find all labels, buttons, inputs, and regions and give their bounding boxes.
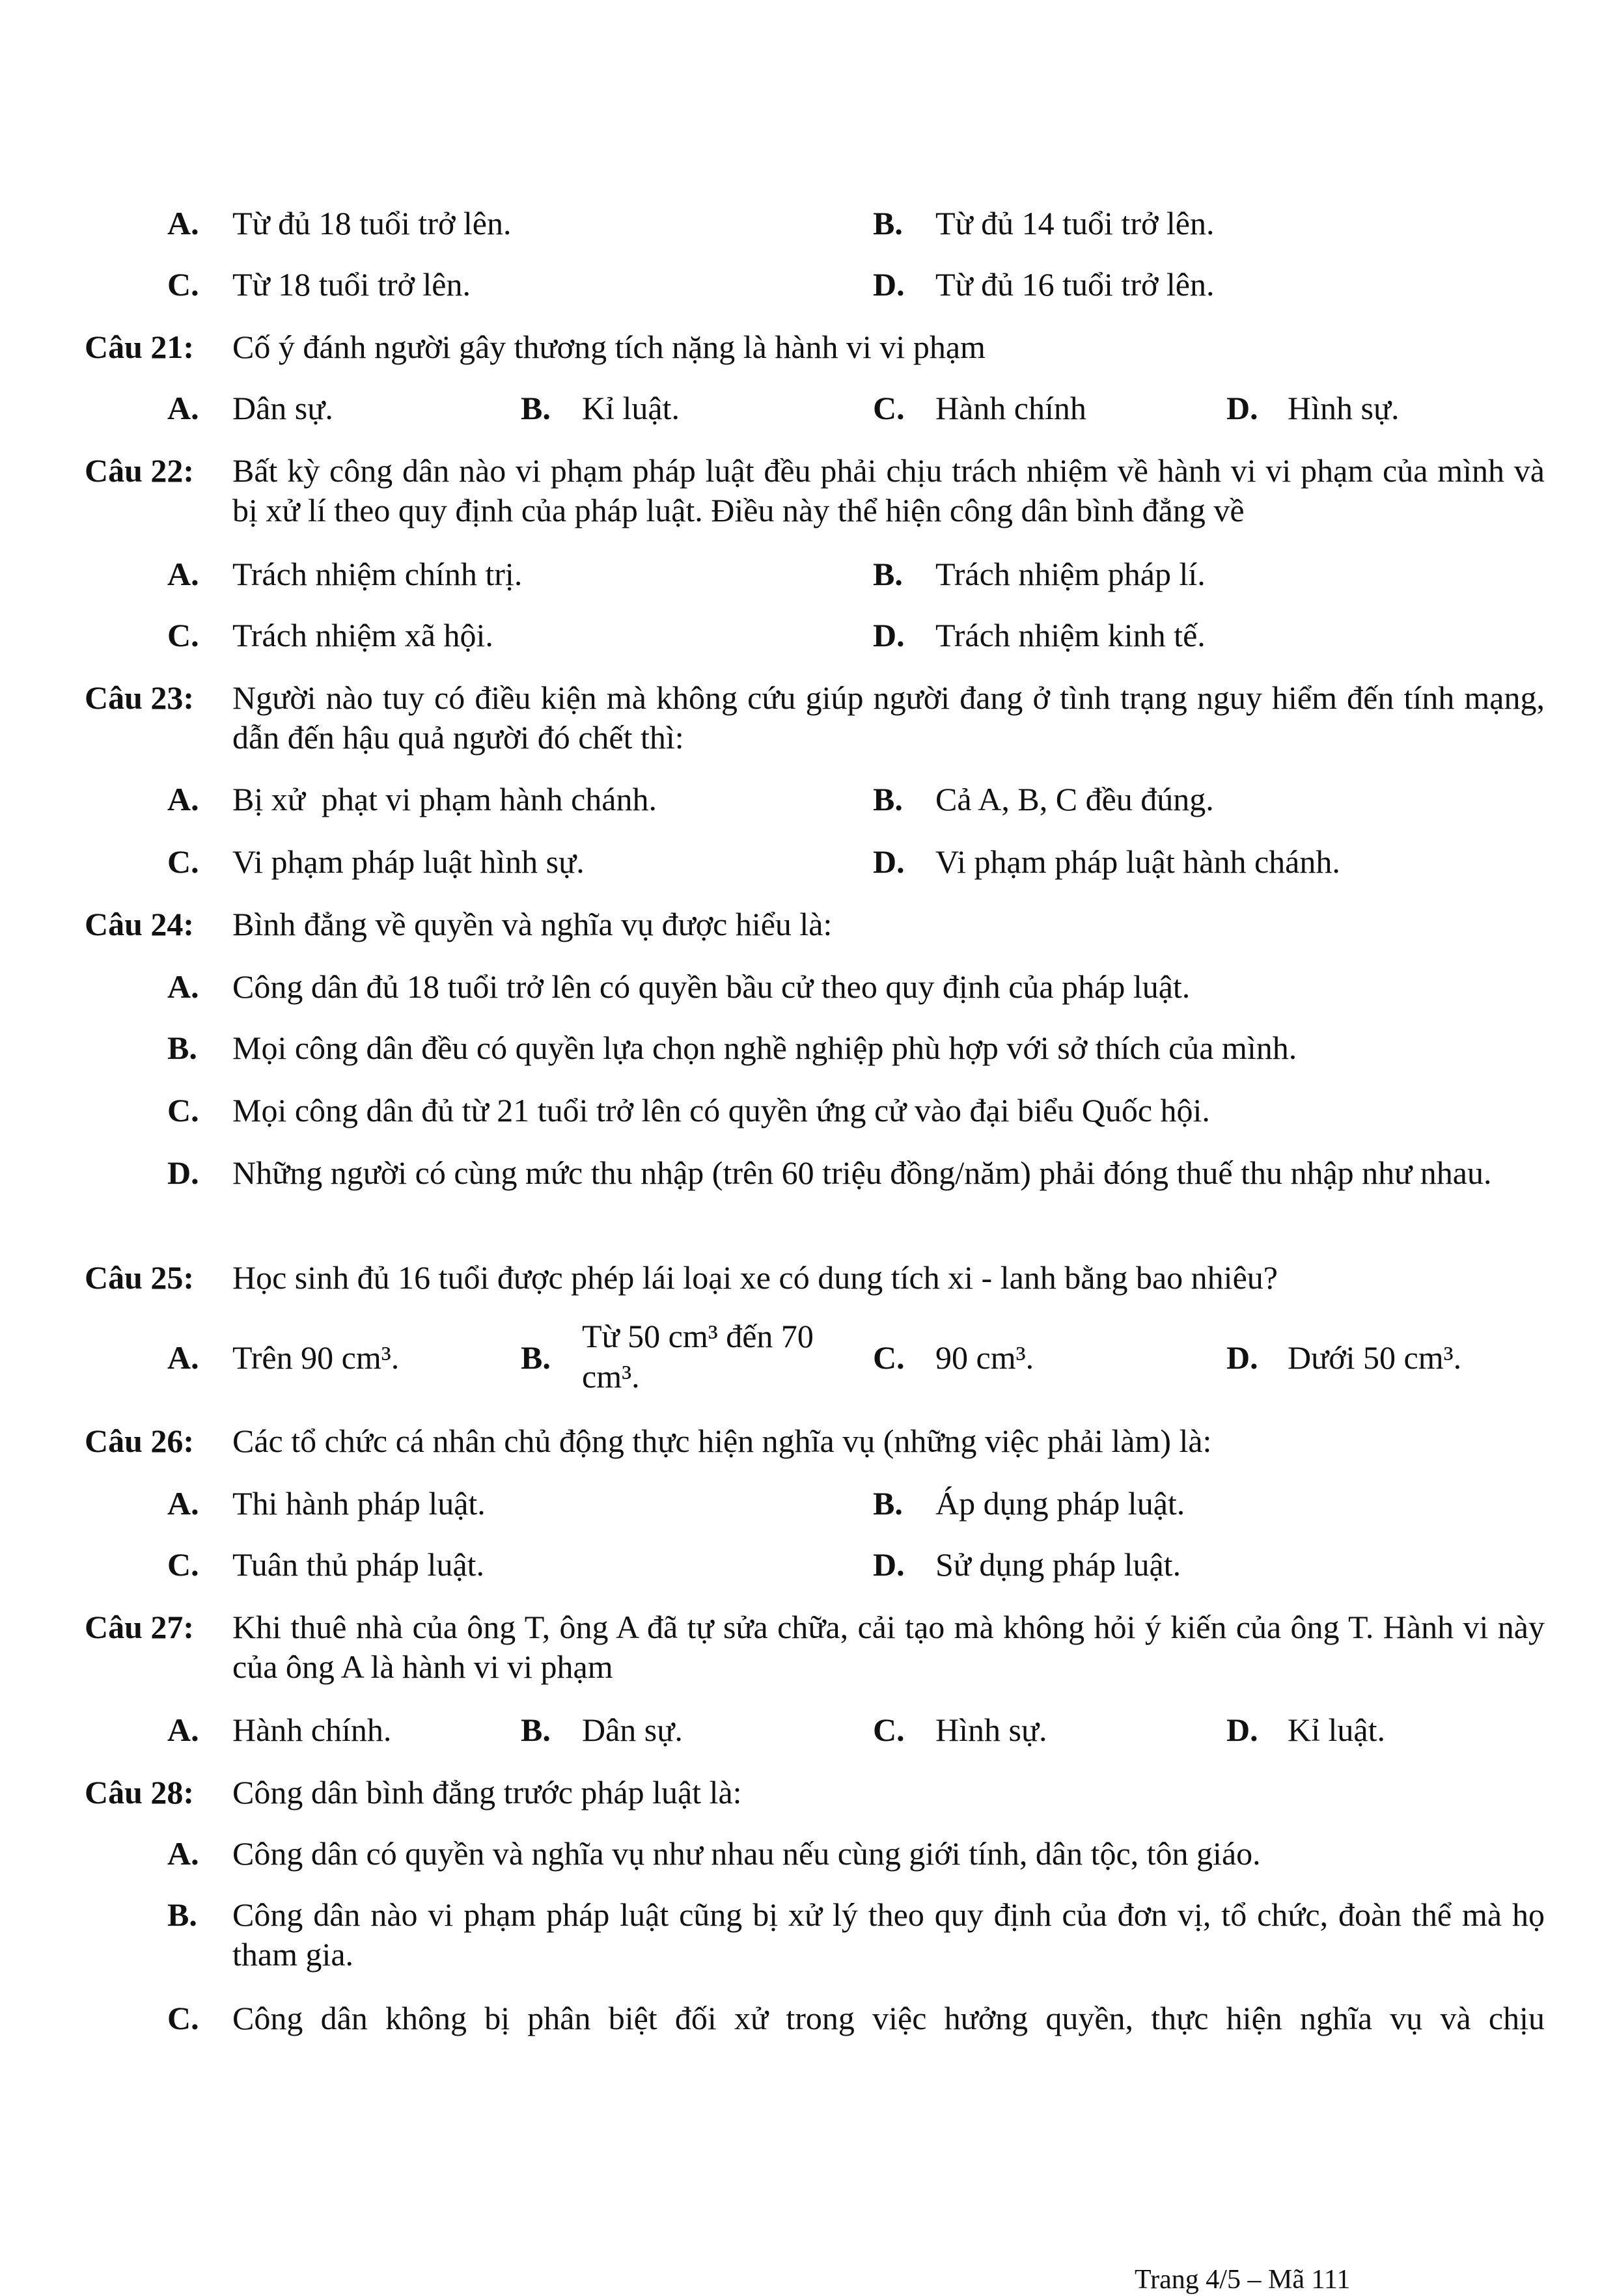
option-text: Tuân thủ pháp luật. [232, 1546, 485, 1583]
option-label: D. [873, 617, 905, 653]
option-text: Hành chính [935, 390, 1086, 426]
option-text: Từ đủ 18 tuổi trở lên. [232, 205, 512, 241]
option-label: A. [167, 556, 199, 592]
question-text: Học sinh đủ 16 tuổi được phép lái loại xe có dung tích xi - lanh bằng bao nhiêu? [232, 1259, 1278, 1296]
question-label: Câu 22: [85, 452, 195, 489]
question-label: Câu 28: [85, 1774, 195, 1811]
option-text: Thi hành pháp luật. [232, 1485, 486, 1522]
option-text: Công dân không bị phân biệt đối xử trong việc hưởng quyền, thực hiện nghĩa vụ và chịu [232, 2000, 1545, 2036]
option-label: B. [873, 556, 903, 592]
question-label: Câu 21: [85, 329, 195, 365]
page-footer: Trang 4/5 – Mã 111 [1135, 2265, 1351, 2295]
option-label: B. [521, 390, 551, 426]
option-label: A. [167, 1835, 199, 1872]
option-label: D. [873, 843, 905, 880]
option-label: A. [167, 1712, 199, 1748]
question-text: Cố ý đánh người gây thương tích nặng là hành vi vi phạm [232, 329, 986, 365]
option-text: Trách nhiệm xã hội. [232, 617, 493, 653]
option-label: B. [167, 1030, 197, 1066]
option-label: A. [167, 968, 199, 1005]
option-label: C. [167, 1092, 199, 1128]
option-text: Dân sự. [232, 390, 333, 426]
option-text: Cả A, B, C đều đúng. [935, 781, 1214, 817]
option-text: Hình sự. [1288, 390, 1400, 426]
option-text: Hành chính. [232, 1712, 392, 1748]
option-label: B. [873, 205, 903, 241]
option-label: B. [167, 1896, 197, 1933]
question-text: Các tổ chức cá nhân chủ động thực hiện nghĩa vụ (những việc phải làm) là: [232, 1423, 1212, 1459]
option-label: C. [167, 2000, 199, 2036]
option-text: Vi phạm pháp luật hình sự. [232, 843, 585, 880]
option-text: Từ đủ 16 tuổi trở lên. [935, 266, 1215, 303]
question-label: Câu 24: [85, 906, 195, 942]
option-text: Dưới 50 cm³. [1288, 1339, 1462, 1376]
option-label: B. [873, 1485, 903, 1522]
question-text: Người nào tuy có điều kiện mà không cứu giúp người đang ở tình trạng nguy hiểm đến tính mạng, dẫn đến hậu quả người đó chết thì: [232, 679, 1545, 756]
question-label: Câu 23: [85, 679, 195, 716]
option-text: Trên 90 cm³. [232, 1339, 400, 1376]
option-text: Kỉ luật. [582, 390, 680, 426]
option-label: B. [521, 1339, 551, 1376]
question-label: Câu 27: [85, 1609, 195, 1645]
option-label: A. [167, 1485, 199, 1522]
option-text: Vi phạm pháp luật hành chánh. [935, 843, 1340, 880]
option-text: Mọi công dân đủ từ 21 tuổi trở lên có quyền ứng cử vào đại biểu Quốc hội. [232, 1092, 1210, 1128]
option-label: C. [167, 843, 199, 880]
question-text: Công dân bình đẳng trước pháp luật là: [232, 1774, 742, 1811]
question-label: Câu 26: [85, 1423, 195, 1459]
option-text: Công dân có quyền và nghĩa vụ như nhau nếu cùng giới tính, dân tộc, tôn giáo. [232, 1835, 1261, 1872]
option-label: A. [167, 205, 199, 241]
option-text: Áp dụng pháp luật. [935, 1485, 1185, 1522]
option-label: D. [1226, 390, 1258, 426]
option-label: C. [873, 390, 905, 426]
question-label: Câu 25: [85, 1259, 195, 1296]
option-text: Hình sự. [935, 1712, 1047, 1748]
question-text: Bất kỳ công dân nào vi phạm pháp luật đều phải chịu trách nhiệm về hành vi vi phạm của mình và bị xử lí theo quy định của pháp luật. Điều này thể hiện công dân bình đẳng về [232, 452, 1545, 528]
option-label: D. [1226, 1339, 1258, 1376]
question-text: Khi thuê nhà của ông T, ông A đã tự sửa chữa, cải tạo mà không hỏi ý kiến của ông T. Hành vi này của ông A là hành vi vi phạm [232, 1609, 1545, 1685]
option-label: B. [521, 1712, 551, 1748]
option-text: Công dân nào vi phạm pháp luật cũng bị xử lý theo quy định của đơn vị, tổ chức, đoàn thể mà họ tham gia. [232, 1896, 1545, 1973]
option-text: Công dân đủ 18 tuổi trở lên có quyền bầu cử theo quy định của pháp luật. [232, 968, 1191, 1005]
option-text: Mọi công dân đều có quyền lựa chọn nghề nghiệp phù hợp với sở thích của mình. [232, 1030, 1297, 1066]
option-text: Trách nhiệm pháp lí. [935, 556, 1206, 592]
option-text: Từ 50 cm³ đến 70 cm³. [582, 1318, 814, 1395]
option-label: C. [873, 1712, 905, 1748]
option-text: Dân sự. [582, 1712, 683, 1748]
option-text: Trách nhiệm chính trị. [232, 556, 523, 592]
option-label: C. [167, 1546, 199, 1583]
option-text: Sử dụng pháp luật. [935, 1546, 1181, 1583]
option-text: Những người có cùng mức thu nhập (trên 60 triệu đồng/năm) phải đóng thuế thu nhập như nhau. [232, 1155, 1492, 1191]
option-label: D. [873, 1546, 905, 1583]
option-label: D. [1226, 1712, 1258, 1748]
option-label: C. [167, 266, 199, 303]
option-text: Bị xử phạt vi phạm hành chánh. [232, 781, 657, 817]
option-label: A. [167, 390, 199, 426]
option-label: A. [167, 781, 199, 817]
option-label: A. [167, 1339, 199, 1376]
option-label: D. [873, 266, 905, 303]
question-text: Bình đẳng về quyền và nghĩa vụ được hiểu là: [232, 906, 833, 942]
option-text: Trách nhiệm kinh tế. [935, 617, 1206, 653]
option-text: Từ đủ 14 tuổi trở lên. [935, 205, 1215, 241]
option-text: Từ 18 tuổi trở lên. [232, 266, 471, 303]
option-label: C. [873, 1339, 905, 1376]
option-label: C. [167, 617, 199, 653]
option-label: D. [167, 1155, 199, 1191]
option-label: B. [873, 781, 903, 817]
option-text: Kỉ luật. [1288, 1712, 1385, 1748]
option-text: 90 cm³. [935, 1339, 1034, 1376]
